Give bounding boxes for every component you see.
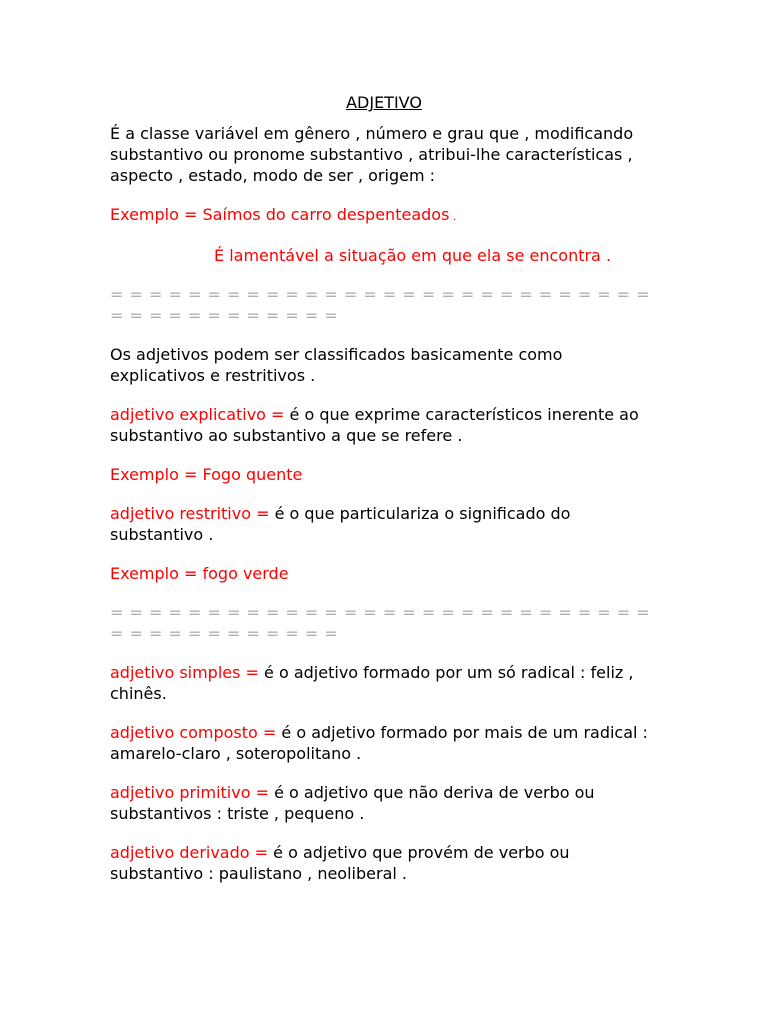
primitivo-term: adjetivo primitivo =: [110, 783, 269, 802]
document-title: ADJETIVO: [346, 93, 422, 112]
example-paragraph-3: Exemplo = Fogo quente: [110, 465, 303, 484]
document-page: [110, 92, 658, 902]
intro-paragraph: É a classe variável em gênero , número e grau que , modificando substantivo ou pronome substantivo , atribui-lhe características , aspecto , estado, modo de ser , origem :: [110, 124, 634, 185]
composto-paragraph: [110, 722, 658, 764]
derivado-term: adjetivo derivado =: [110, 843, 269, 862]
composto-definition: é o adjetivo formado por mais de um radical : amarelo-claro , soteropolitano .: [110, 723, 648, 763]
primitivo-definition: é o adjetivo que não deriva de verbo ou substantivos : triste , pequeno .: [110, 783, 595, 823]
derivado-definition: é o adjetivo que provém de verbo ou substantivo : paulistano , neoliberal .: [110, 843, 570, 883]
restritivo-definition: é o que particulariza o significado do substantivo .: [110, 504, 571, 544]
composto-term: adjetivo composto =: [110, 723, 277, 742]
restritivo-paragraph: [110, 503, 658, 545]
example-paragraph-4: Exemplo = fogo verde: [110, 564, 289, 583]
explicativo-definition: é o que exprime característicos inerente ao substantivo ao substantivo a que se refere .: [110, 405, 639, 445]
separator-line-2: = = = = = = = = = = = = = = = = = = = = = = = = = = = = = = = = = = = = = = = =: [110, 603, 651, 643]
explicativo-term: adjetivo explicativo =: [110, 405, 285, 424]
simples-term: adjetivo simples =: [110, 663, 259, 682]
example-text-2: É lamentável a situação em que ela se encontra .: [214, 246, 612, 265]
example-text-1: Exemplo = Saímos do carro despenteados: [110, 205, 450, 224]
example-trail-1: .: [449, 210, 457, 223]
primitivo-paragraph: [110, 782, 658, 824]
example-paragraph-1: [110, 204, 658, 227]
explicativo-paragraph: [110, 404, 658, 446]
restritivo-term: adjetivo restritivo =: [110, 504, 270, 523]
separator-line-1: = = = = = = = = = = = = = = = = = = = = = = = = = = = = = = = = = = = = = = = =: [110, 285, 651, 325]
classification-paragraph: Os adjetivos podem ser classificados basicamente como explicativos e restritivos .: [110, 345, 563, 385]
example-paragraph-2: [110, 245, 658, 266]
derivado-paragraph: [110, 842, 658, 884]
simples-paragraph: [110, 662, 658, 704]
simples-definition: é o adjetivo formado por um só radical : feliz , chinês.: [110, 663, 634, 703]
